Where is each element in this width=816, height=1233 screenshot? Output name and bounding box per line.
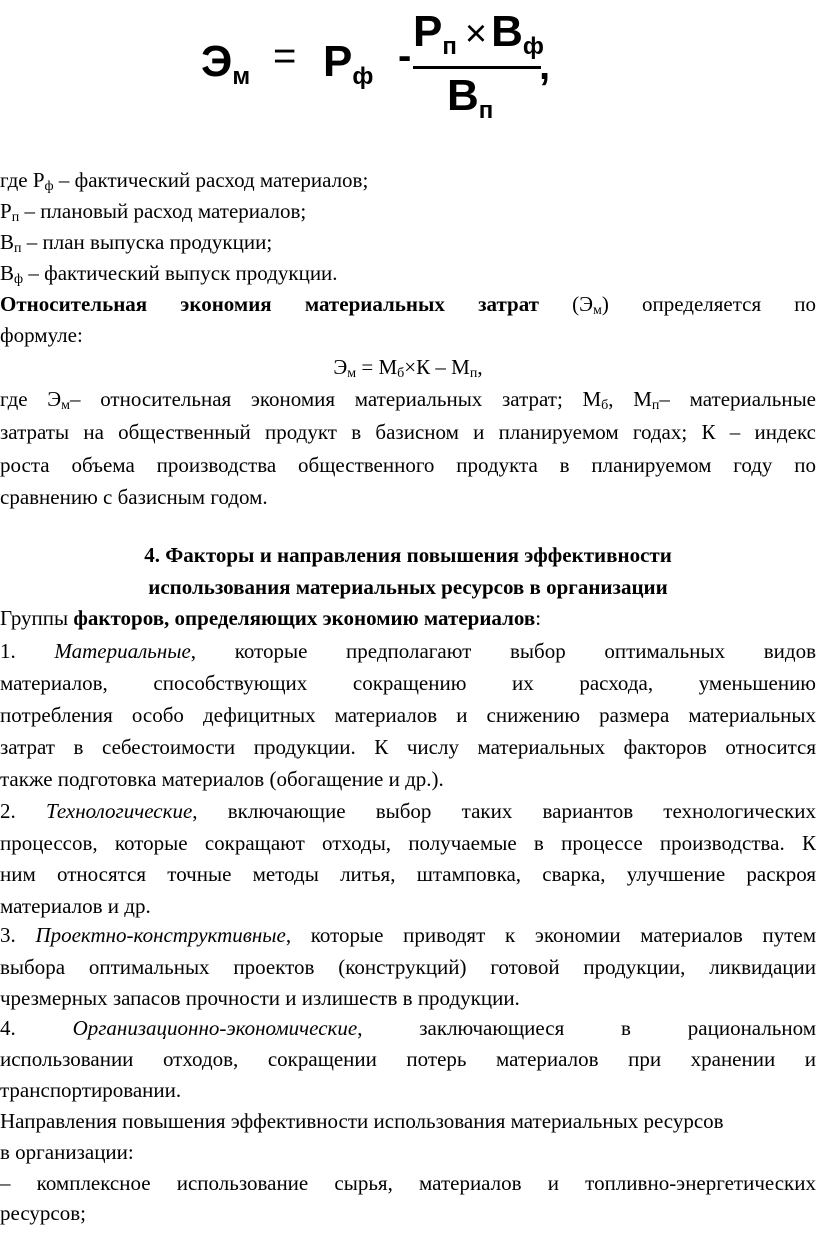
factor-line: 3. Проектно-конструктивные, которые приводят к экономии материалов путем bbox=[0, 923, 816, 947]
factor-line: процессов, которые сокращают отходы, получаемые в процессе производства. К bbox=[0, 831, 816, 855]
formula-lhs: $Э_м$ bbox=[201, 37, 251, 90]
formula-comma: , bbox=[539, 44, 551, 88]
factor-line: ним относятся точные методы литья, штамповка, сварка, улучшение раскроя bbox=[0, 862, 816, 886]
directions-item: – комплексное использование сырья, материалов и топливно-энергетических bbox=[0, 1171, 816, 1195]
factor-line: чрезмерных запасов прочности и излишеств в продукции. bbox=[0, 986, 520, 1010]
relative-economy-line: Относительная экономия материальных затрат (Эм) определяется по bbox=[0, 292, 816, 318]
explanation-line: сравнению с базисным годом. bbox=[0, 485, 268, 509]
definition-line: Рп – плановый расход материалов; bbox=[0, 199, 307, 225]
section-title: 4. Факторы и направления повышения эффективности bbox=[144, 543, 672, 567]
definition-line: где Рф – фактический расход материалов; bbox=[0, 168, 369, 194]
factor-line: транспортировании. bbox=[0, 1078, 182, 1102]
formula-minus: - bbox=[398, 34, 412, 78]
factor-line: использовании отходов, сокращении потерь материалов при хранении и bbox=[0, 1047, 816, 1071]
factor-line: потребления особо дефицитных материалов и снижению размера материальных bbox=[0, 703, 816, 727]
definition-line: Вф – фактический выпуск продукции. bbox=[0, 261, 338, 287]
directions-line: Направления повышения эффективности использования материальных ресурсов bbox=[0, 1109, 724, 1133]
directions-line: в организации: bbox=[0, 1140, 134, 1164]
relative-economy-formula: Эм = Мб×К – Мп, bbox=[333, 355, 483, 381]
explanation-line: затраты на общественный продукт в базисном и планируемом годах; К – индекс bbox=[0, 420, 816, 444]
definition-line: Вп – план выпуска продукции; bbox=[0, 230, 273, 256]
factor-line: материалов и др. bbox=[0, 894, 151, 918]
factor-line: 4. Организационно-экономические, заключающиеся в рациональном bbox=[0, 1016, 816, 1040]
factor-line: также подготовка материалов (обогащение и др.). bbox=[0, 767, 444, 791]
factor-line: 1. Материальные, которые предполагают выбор оптимальных видов bbox=[0, 639, 816, 663]
formula-equals: = bbox=[273, 34, 297, 78]
relative-economy-line: формуле: bbox=[0, 323, 83, 347]
factor-line: затрат в себестоимости продукции. К числу материальных факторов относится bbox=[0, 735, 816, 759]
factor-line: 2. Технологические, включающие выбор таких вариантов технологических bbox=[0, 799, 816, 823]
formula-numerator: $Р_п \times В_ф$ bbox=[413, 7, 544, 60]
formula-actual-consumption: $Р_ф$ bbox=[323, 37, 374, 90]
groups-intro: Группы факторов, определяющих экономию материалов: bbox=[0, 606, 542, 630]
material-savings-formula bbox=[195, 6, 575, 124]
explanation-line: где Эм– относительная экономия материальных затрат; Мб, Мп– материальные bbox=[0, 387, 816, 413]
directions-item: ресурсов; bbox=[0, 1201, 86, 1225]
factor-line: выбора оптимальных проектов (конструкций) готовой продукции, ликвидации bbox=[0, 955, 816, 979]
factor-line: материалов, способствующих сокращению их расхода, уменьшению bbox=[0, 671, 816, 695]
explanation-line: роста объема производства общественного продукта в планируемом году по bbox=[0, 453, 816, 477]
formula-denominator: $В_п$ bbox=[447, 71, 494, 124]
section-title: использования материальных ресурсов в организации bbox=[148, 575, 668, 599]
fraction-bar bbox=[413, 66, 541, 69]
